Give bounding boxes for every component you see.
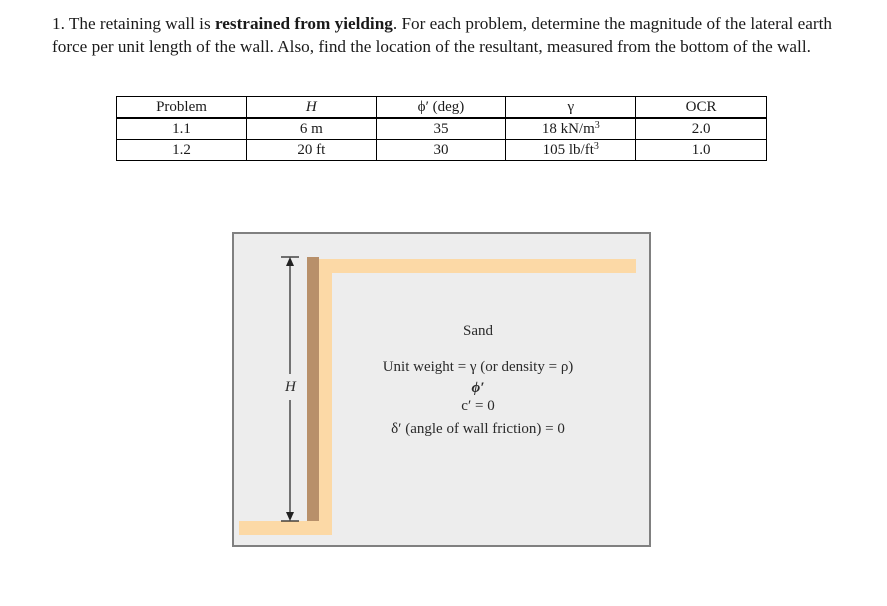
table-row [117,140,767,161]
header-h [247,97,377,119]
cell-gamma [506,140,636,161]
retaining-wall [307,257,319,521]
cell-gamma-base: 18 kN/m [541,120,595,137]
backfill-surface-strip [329,259,636,273]
header-ocr: OCR [636,97,767,119]
wall-friction-line: δ′ (angle of wall friction) = 0 [391,421,565,437]
cell-gamma-exp: 3 [593,140,599,152]
cell-problem: 1.2 [117,140,247,161]
header-gamma: γ [506,97,636,119]
height-arrow-down-icon [286,512,294,521]
problem-bold-phrase: restrained from yielding [214,14,393,33]
wall-diagram [234,234,649,545]
cell-problem: 1.1 [117,118,247,140]
problem-number: 1. [52,14,65,33]
cell-gamma-exp: 3 [594,119,600,131]
backfill-wall-strip [318,259,332,525]
cell-phi: 30 [376,140,506,161]
cell-h: 6 m [247,118,377,140]
problem-text-before: The retaining wall is [68,14,211,33]
cohesion-line: c′ = 0 [461,398,495,414]
height-label: H [285,379,296,395]
cell-ocr: 1.0 [636,140,767,161]
problem-text-after: . For each problem, determine the magnitude of the lateral earth force per unit length of the wall. Also, find the location of the resultant, measured from the bottom of the wall. [52,14,832,56]
cell-h: 20 ft [247,140,377,161]
unit-weight-line: Unit weight = γ (or density = ρ) [382,359,574,375]
problem-statement [52,12,852,58]
cell-ocr: 2.0 [636,118,767,140]
header-problem: Problem [117,97,247,119]
height-arrow-up-icon [286,257,294,266]
phi-line: ϕ′ [471,380,485,396]
retaining-wall-figure [232,232,651,547]
header-phi: ϕ′ (deg) [376,97,506,119]
cell-gamma [506,118,636,140]
header-h-label: H [305,98,317,115]
table-row [117,118,767,140]
cell-phi: 35 [376,118,506,140]
soil-label: Sand [463,323,493,339]
table-header-row [117,97,767,119]
base-strip [239,521,332,535]
parameters-table [116,96,767,161]
cell-gamma-base: 105 lb/ft [542,141,594,158]
